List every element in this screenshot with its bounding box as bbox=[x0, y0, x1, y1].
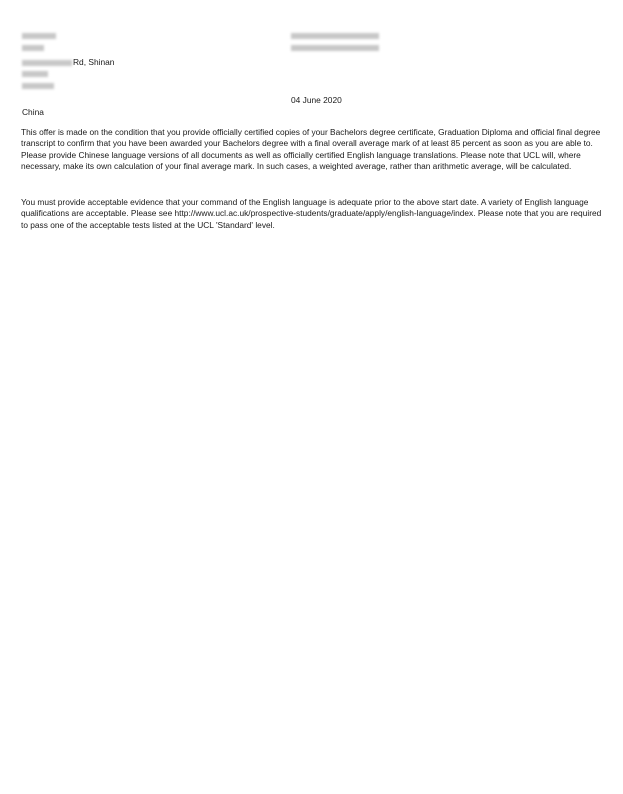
recipient-country: China bbox=[22, 107, 44, 117]
redacted-student-number bbox=[291, 45, 379, 51]
redacted-recipient-name bbox=[22, 33, 56, 39]
condition-paragraph-english: You must provide acceptable evidence that your command of the English language is adequate prior to the above start date. A variety of English language qualifications are acceptable. Please see http://www.ucl.ac.uk/prospective-students/graduate/apply/english-language/index. Please note that you are required to pass one of the acceptable tests listed at the UCL 'Standard' level. bbox=[21, 197, 602, 230]
redacted-recipient-city bbox=[22, 71, 48, 77]
redacted-recipient-line-2 bbox=[22, 45, 44, 51]
condition-paragraph-degree: This offer is made on the condition that you provide officially certified copies of your Bachelors degree certificate, Graduation Diploma and official final degree transcript to confirm that you have been awarded your Bachelors degree with a final overall average mark of at least 85 percent as soon as you are able to. Please provide Chinese language versions of all documents as well as officially certified English language translations. Please note that UCL will, where necessary, make its own calculation of your final average mark. In such cases, a weighted average, rather than arithmetic average, will be calculated. bbox=[21, 127, 601, 172]
recipient-street-suffix: Rd, Shinan bbox=[73, 57, 115, 67]
recipient-street-line bbox=[22, 57, 114, 67]
letter-date: 04 June 2020 bbox=[291, 95, 342, 105]
redacted-application-reference bbox=[291, 33, 379, 39]
redacted-street-number bbox=[22, 60, 72, 66]
redacted-recipient-province bbox=[22, 83, 54, 89]
